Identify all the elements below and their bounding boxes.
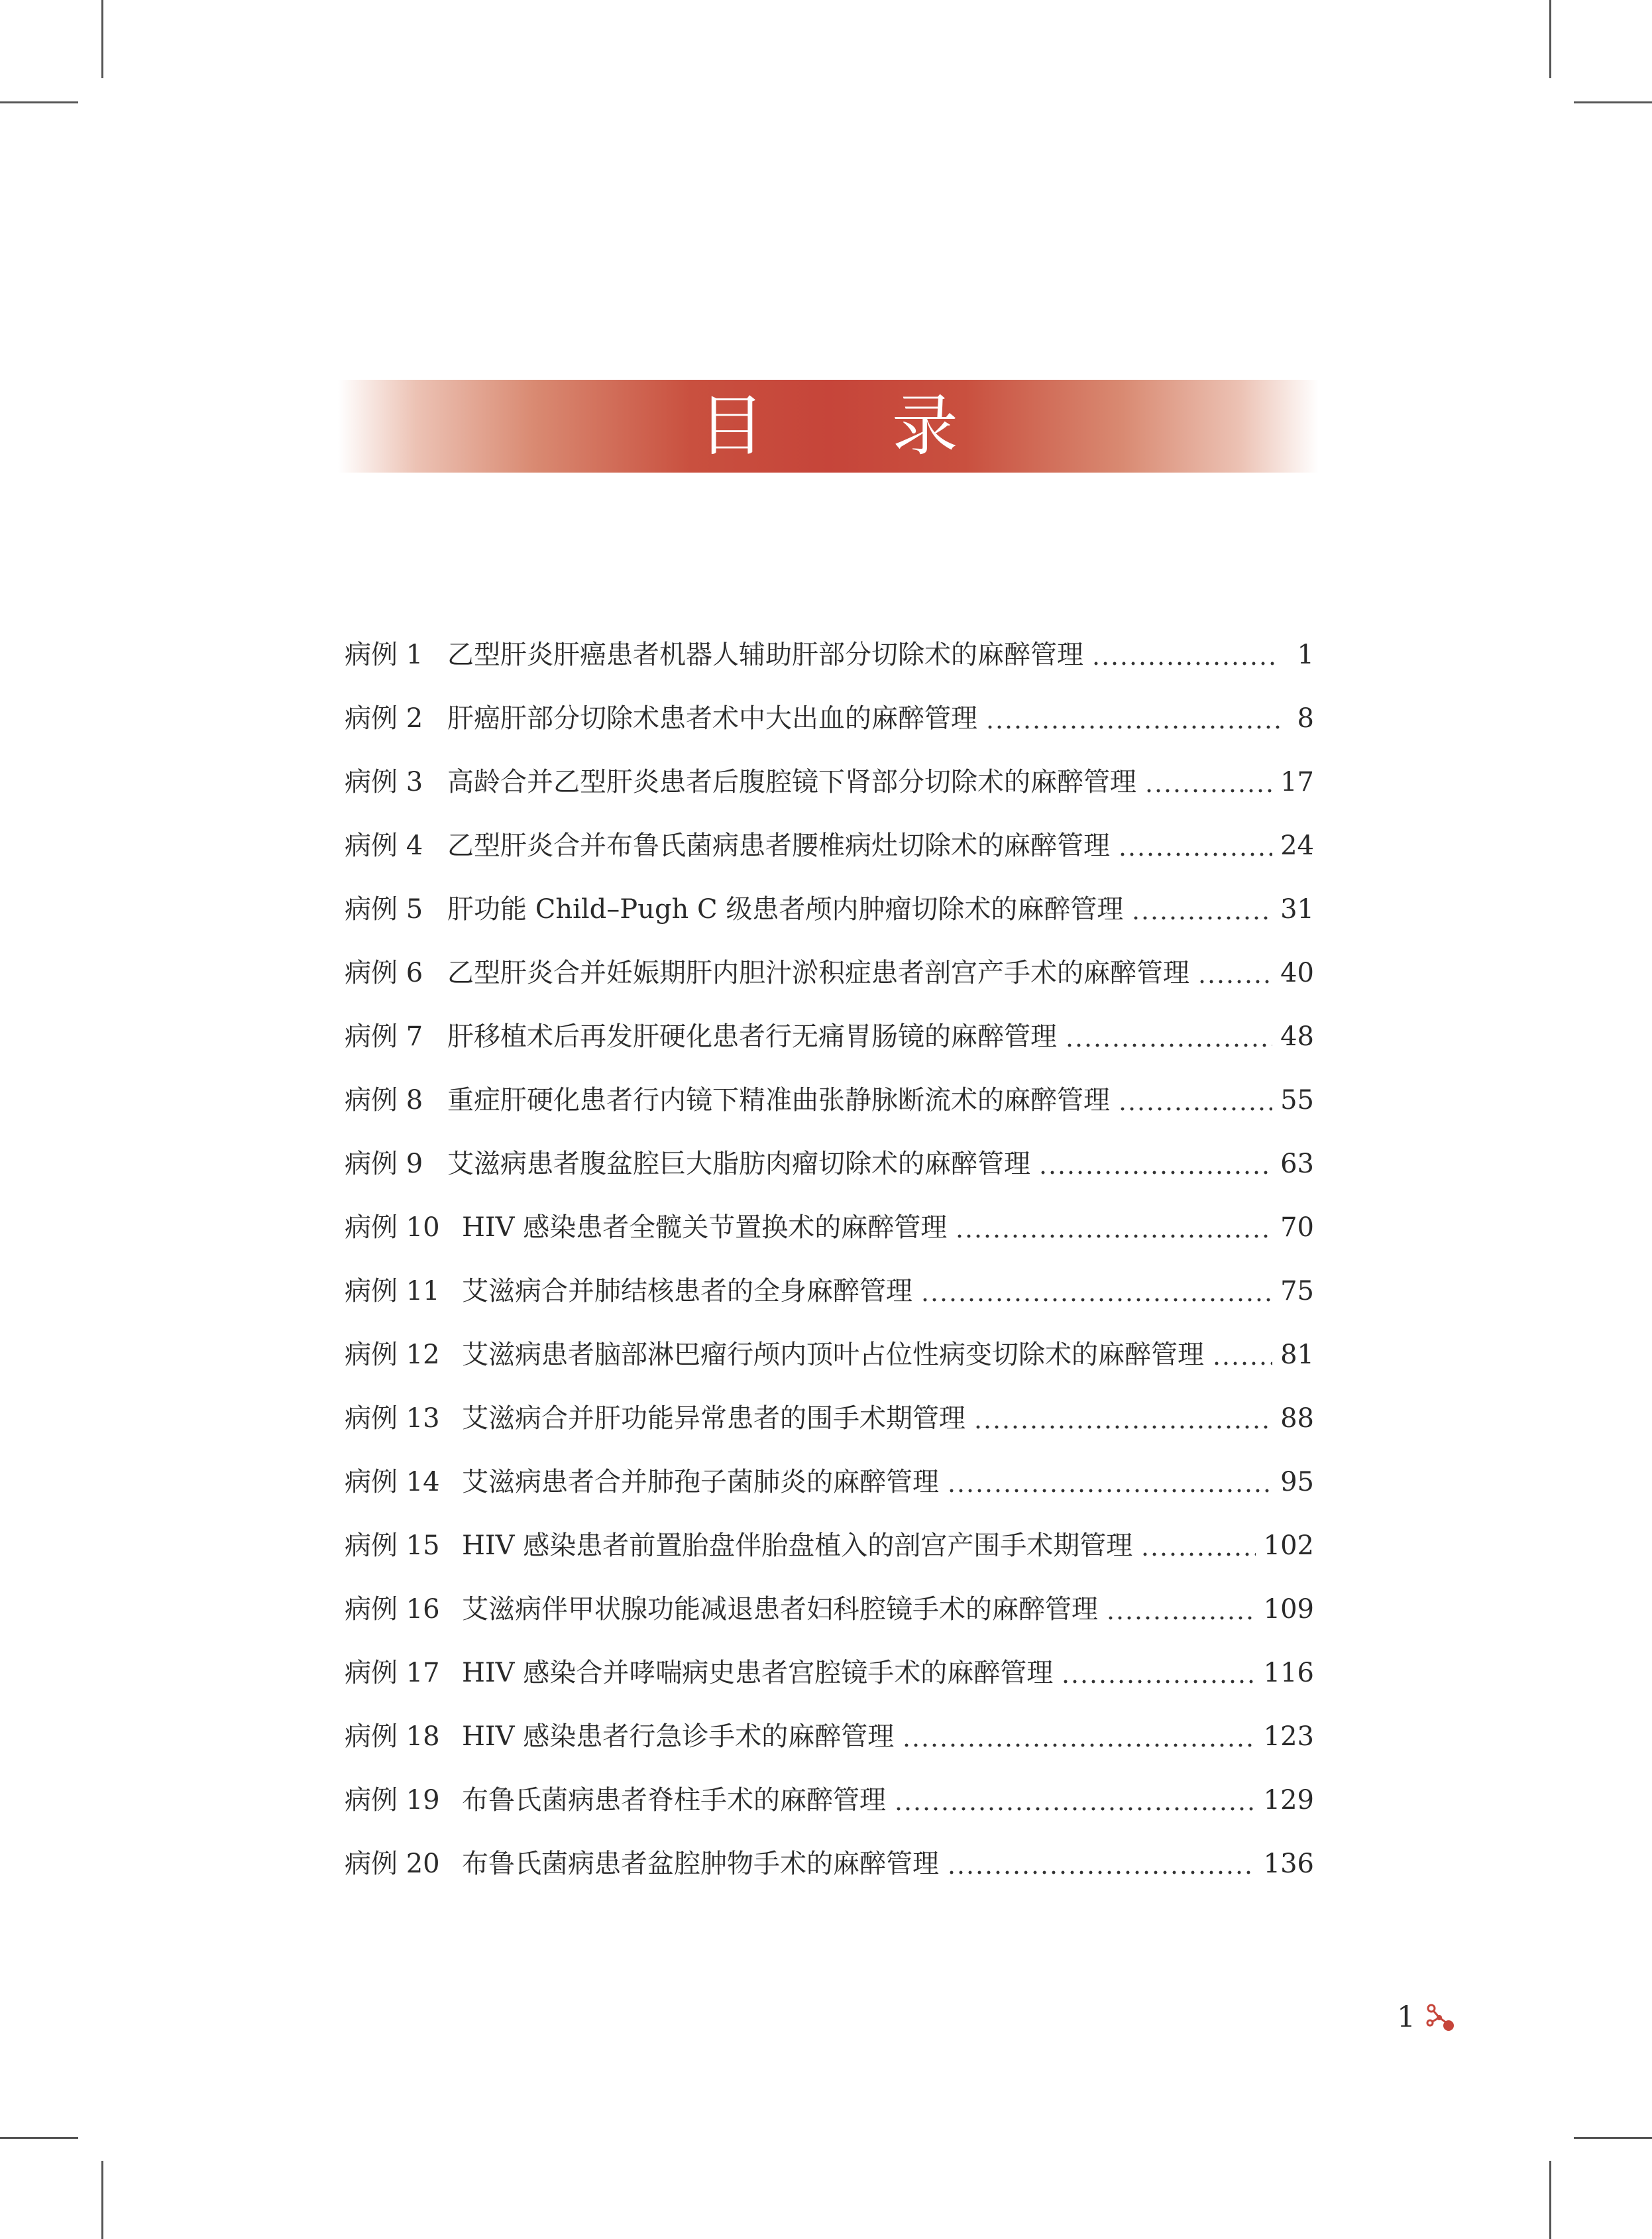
toc-page-number: 109 [1263,1594,1314,1625]
title-banner [338,380,1319,473]
toc-page-number: 17 [1280,767,1314,797]
toc-case-number: 病例 19 [345,1785,440,1815]
toc-entry[interactable] [345,687,1314,750]
toc-entry-title: 艾滋病患者脑部淋巴瘤行颅内顶叶占位性病变切除术的麻醉管理 [462,1340,1204,1370]
toc-page-number: 55 [1280,1085,1314,1116]
toc-dot-leader [1038,1151,1272,1177]
page-title: 目 录 [698,387,1011,465]
toc-case-number: 病例 11 [345,1276,440,1306]
toc-case-number: 病例 20 [345,1849,440,1879]
crop-mark [1574,101,1652,103]
toc-entry[interactable] [345,1578,1314,1641]
toc-entry-title: HIV 感染合并哮喘病史患者宫腔镜手术的麻醉管理 [462,1658,1054,1688]
toc-entry-title: 肝癌肝部分切除术患者术中大出血的麻醉管理 [447,703,977,734]
toc-case-number: 病例 14 [345,1467,440,1497]
toc-dot-leader [1197,960,1272,986]
crop-mark [101,0,103,78]
toc-case-number: 病例 6 [345,958,423,988]
toc-case-number: 病例 13 [345,1403,440,1434]
toc-dot-leader [902,1723,1255,1750]
toc-entry[interactable] [345,1259,1314,1323]
toc-dot-leader [1131,896,1272,923]
toc-entry[interactable] [345,1450,1314,1514]
toc-case-number: 病例 3 [345,767,423,797]
toc-entry[interactable] [345,1132,1314,1196]
toc-entry-title: 艾滋病伴甲状腺功能减退患者妇科腔镜手术的麻醉管理 [462,1594,1098,1625]
toc-entry-title: 肝功能 Child–Pugh C 级患者颅内肿瘤切除术的麻醉管理 [447,894,1124,925]
toc-entry-title: HIV 感染患者前置胎盘伴胎盘植入的剖宫产围手术期管理 [462,1530,1133,1561]
crop-mark [0,2137,78,2139]
toc-page-number: 88 [1280,1403,1314,1434]
toc-dot-leader [1091,642,1280,668]
toc-case-number: 病例 1 [345,640,423,670]
toc-entry-title: 布鲁氏菌病患者盆腔肿物手术的麻醉管理 [462,1849,939,1879]
toc-case-number: 病例 17 [345,1658,440,1688]
toc-entry-title: 高龄合并乙型肝炎患者后腹腔镜下肾部分切除术的麻醉管理 [447,767,1136,797]
toc-entry[interactable] [345,623,1314,687]
toc-case-number: 病例 8 [345,1085,423,1116]
toc-page-number: 102 [1263,1530,1314,1561]
toc-case-number: 病例 9 [345,1149,423,1179]
toc-dot-leader [894,1787,1256,1813]
toc-entry-title: HIV 感染患者行急诊手术的麻醉管理 [462,1721,895,1752]
page-number [1397,2000,1457,2034]
toc-entry-title: 艾滋病患者腹盆腔巨大脂肪肉瘤切除术的麻醉管理 [447,1149,1030,1179]
toc-case-number: 病例 16 [345,1594,440,1625]
crop-mark [1574,2137,1652,2139]
toc-entry-title: 艾滋病合并肝功能异常患者的围手术期管理 [462,1403,965,1434]
crop-mark [1549,2161,1551,2239]
toc-entry[interactable] [345,1514,1314,1578]
toc-entry-title: 重症肝硬化患者行内镜下精准曲张静脉断流术的麻醉管理 [447,1085,1110,1116]
toc-entry[interactable] [345,1005,1314,1068]
toc-entry[interactable] [345,1705,1314,1768]
toc-entry[interactable] [345,1768,1314,1832]
toc-entry[interactable] [345,1068,1314,1132]
toc-dot-leader [1106,1596,1256,1623]
toc-case-number: 病例 18 [345,1721,440,1752]
toc-page-number: 129 [1263,1785,1314,1815]
toc-entry-title: 乙型肝炎肝癌患者机器人辅助肝部分切除术的麻醉管理 [447,640,1083,670]
toc-page-number: 70 [1280,1212,1314,1243]
toc-entry-title: 艾滋病患者合并肺孢子菌肺炎的麻醉管理 [462,1467,939,1497]
toc-page-number: 24 [1280,831,1314,861]
toc-entry[interactable] [345,1641,1314,1705]
molecule-icon [1425,2002,1457,2034]
crop-mark [101,2161,103,2239]
toc-dot-leader [947,1469,1272,1495]
toc-dot-leader [955,1214,1272,1241]
toc-page-number: 95 [1280,1467,1314,1497]
toc-case-number: 病例 5 [345,894,423,925]
toc-page-number: 81 [1280,1340,1314,1370]
toc-entry[interactable] [345,1832,1314,1896]
toc-entry[interactable] [345,750,1314,814]
toc-entry[interactable] [345,941,1314,1005]
toc-entry[interactable] [345,1323,1314,1387]
toc-page-number: 1 [1297,640,1314,670]
toc-case-number: 病例 12 [345,1340,440,1370]
toc-entry[interactable] [345,1196,1314,1259]
toc-entry-title: 乙型肝炎合并妊娠期肝内胆汁淤积症患者剖宫产手术的麻醉管理 [447,958,1189,988]
toc-dot-leader [973,1405,1272,1432]
toc-dot-leader [1118,1087,1272,1114]
toc-entry[interactable] [345,1387,1314,1450]
toc-dot-leader [985,705,1280,732]
crop-mark [1549,0,1551,78]
toc-case-number: 病例 2 [345,703,423,734]
toc-page-number: 63 [1280,1149,1314,1179]
toc-case-number: 病例 15 [345,1530,440,1561]
toc-dot-leader [920,1278,1272,1304]
toc-page-number: 136 [1263,1849,1314,1879]
toc-entry[interactable] [345,878,1314,941]
table-of-contents [345,623,1314,1896]
toc-page-number: 48 [1280,1021,1314,1052]
toc-page-number: 31 [1280,894,1314,925]
toc-dot-leader [947,1851,1256,1877]
toc-dot-leader [1140,1532,1255,1559]
crop-mark [0,101,78,103]
toc-page-number: 116 [1263,1658,1314,1688]
toc-dot-leader [1065,1023,1272,1050]
toc-page-number: 8 [1297,703,1314,734]
page-number-label: 1 [1397,2000,1415,2034]
toc-page-number: 40 [1280,958,1314,988]
toc-dot-leader [1118,832,1272,859]
toc-entry-title: 艾滋病合并肺结核患者的全身麻醉管理 [462,1276,912,1306]
toc-case-number: 病例 7 [345,1021,423,1052]
toc-entry-title: 布鲁氏菌病患者脊柱手术的麻醉管理 [462,1785,886,1815]
toc-dot-leader [1212,1342,1272,1368]
toc-dot-leader [1061,1660,1255,1686]
toc-entry-title: 肝移植术后再发肝硬化患者行无痛胃肠镜的麻醉管理 [447,1021,1057,1052]
toc-page-number: 123 [1263,1721,1314,1752]
toc-entry-title: 乙型肝炎合并布鲁氏菌病患者腰椎病灶切除术的麻醉管理 [447,831,1110,861]
toc-entry-title: HIV 感染患者全髋关节置换术的麻醉管理 [462,1212,948,1243]
toc-dot-leader [1144,769,1272,795]
toc-case-number: 病例 4 [345,831,423,861]
toc-entry[interactable] [345,814,1314,878]
toc-page-number: 75 [1280,1276,1314,1306]
toc-case-number: 病例 10 [345,1212,440,1243]
